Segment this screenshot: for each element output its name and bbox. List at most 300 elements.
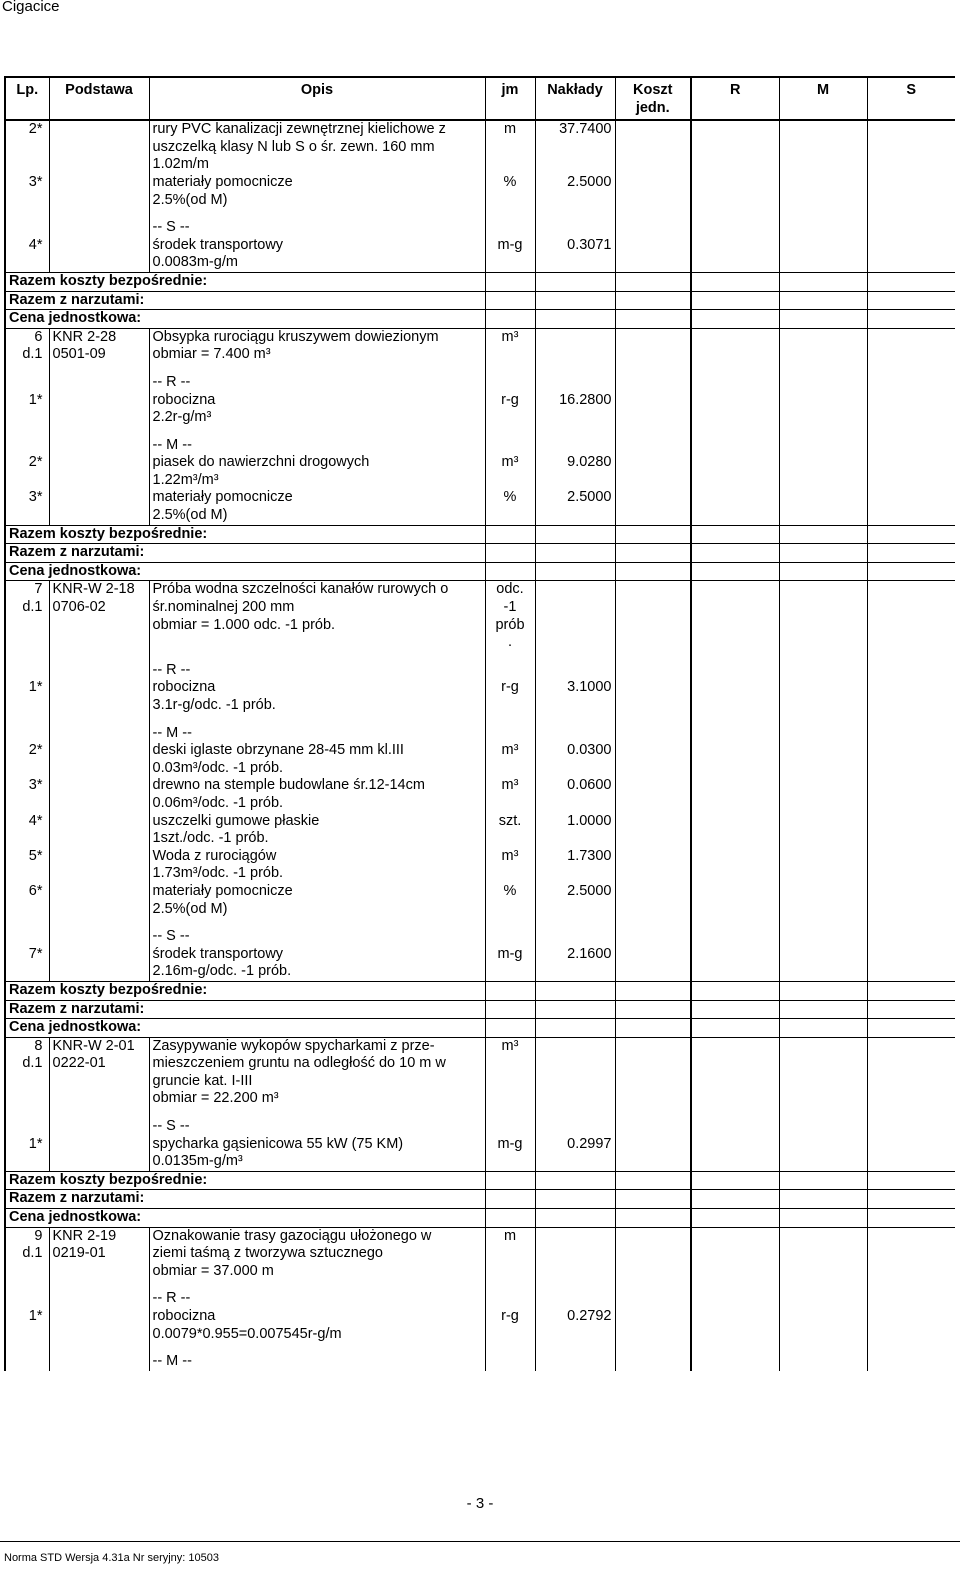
- r-cell: [691, 1019, 779, 1038]
- jm-cell: [485, 652, 535, 662]
- position-number: [5, 328, 49, 364]
- resource-unit-value: m: [503, 121, 517, 138]
- resource-description-line: 2.2r-g/m³: [152, 409, 212, 426]
- r-cell: [691, 981, 779, 1000]
- naklady-cell: [535, 328, 615, 364]
- position-basis-line: 0219-01: [52, 1245, 106, 1262]
- col-header-r: R: [691, 77, 779, 120]
- spacer-row: [5, 652, 955, 662]
- resource-unit: [485, 374, 535, 427]
- position-number: [5, 581, 49, 652]
- resource-unit: [485, 883, 535, 918]
- jm-cell: [485, 1019, 535, 1038]
- summary-label: Razem koszty bezpośrednie:: [5, 1171, 485, 1190]
- col-header-podstawa: Podstawa: [49, 77, 149, 120]
- koszt-cell: [615, 310, 691, 329]
- koszt-cell: [615, 364, 691, 374]
- m-cell: [779, 1227, 867, 1280]
- s-cell: [867, 1280, 955, 1290]
- jm-cell: [485, 981, 535, 1000]
- summary-label: Cena jednostkowa:: [5, 310, 485, 329]
- s-cell: [867, 1037, 955, 1108]
- podstawa-cell: [49, 848, 149, 883]
- col-header-koszt-line1: Koszt: [633, 82, 673, 98]
- jm-cell: [485, 1209, 535, 1228]
- resource-number: [5, 777, 49, 812]
- m-cell: [779, 291, 867, 310]
- resource-quantity-value: 0.0300: [567, 742, 612, 759]
- naklady-cell: [535, 562, 615, 581]
- position-unit-line: .: [507, 634, 513, 651]
- resource-unit-value: %: [503, 173, 517, 190]
- koszt-cell: [615, 525, 691, 544]
- r-cell: [691, 1280, 779, 1290]
- r-cell: [691, 525, 779, 544]
- position-description-line: mieszczeniem gruntu na odległość do 10 m w: [152, 1055, 446, 1072]
- resource-number-value: 4*: [28, 812, 43, 829]
- position-description: [149, 581, 485, 652]
- position-description-line: obmiar = 1.000 odc. -1 prób.: [152, 616, 336, 633]
- koszt-cell: [615, 918, 691, 928]
- resource-unit: [485, 662, 535, 715]
- resource-quantity-value: 16.2800: [559, 391, 612, 408]
- s-cell: [867, 981, 955, 1000]
- resource-description-line: 1.22m³/m³: [152, 471, 219, 488]
- r-cell: [691, 291, 779, 310]
- naklady-cell: [535, 1280, 615, 1290]
- s-cell: [867, 1000, 955, 1019]
- summary-row: [5, 562, 955, 581]
- resource-row: [5, 1290, 955, 1343]
- lp-cell: [5, 427, 49, 437]
- resource-description: [149, 120, 485, 174]
- spacer: [9, 374, 43, 392]
- position-unit: [485, 328, 535, 364]
- summary-row: [5, 1190, 955, 1209]
- resource-number-value: 3*: [28, 777, 43, 794]
- spacer: [489, 374, 532, 392]
- s-cell: [867, 328, 955, 364]
- resource-number: [5, 1290, 49, 1343]
- resource-unit: [485, 813, 535, 848]
- resource-description: [149, 813, 485, 848]
- resource-number-value: 1*: [28, 679, 43, 696]
- resource-quantity: [535, 848, 615, 883]
- m-cell: [779, 725, 867, 778]
- jm-cell: [485, 715, 535, 725]
- podstawa-cell: [49, 725, 149, 778]
- resource-unit: [485, 777, 535, 812]
- summary-label: Razem z narzutami:: [5, 544, 485, 563]
- resource-description-line: -- R --: [152, 1290, 191, 1307]
- r-cell: [691, 715, 779, 725]
- position-number-line: d.1: [22, 599, 43, 616]
- s-cell: [867, 489, 955, 525]
- position-unit-line: m³: [501, 1037, 519, 1054]
- s-cell: [867, 1227, 955, 1280]
- s-cell: [867, 120, 955, 174]
- summary-label: Razem z narzutami:: [5, 291, 485, 310]
- position-description-line: śr.nominalnej 200 mm: [152, 599, 295, 616]
- resource-description-line: 0.0079*0.955=0.007545r-g/m: [152, 1325, 342, 1342]
- position-basis-line: 0706-02: [52, 599, 106, 616]
- s-cell: [867, 562, 955, 581]
- summary-row: [5, 272, 955, 291]
- koszt-cell: [615, 777, 691, 812]
- jm-cell: [485, 291, 535, 310]
- resource-unit-value: r-g: [501, 679, 519, 696]
- summary-row: [5, 1209, 955, 1228]
- r-cell: [691, 777, 779, 812]
- s-cell: [867, 652, 955, 662]
- resource-number-value: 2*: [28, 742, 43, 759]
- m-cell: [779, 328, 867, 364]
- resource-number-value: 1*: [28, 1308, 43, 1324]
- resource-description: [149, 662, 485, 715]
- podstawa-cell: [49, 1108, 149, 1118]
- r-cell: [691, 1108, 779, 1118]
- koszt-cell: [615, 209, 691, 219]
- jm-cell: [485, 918, 535, 928]
- position-basis-line: KNR-W 2-18: [52, 581, 135, 598]
- koszt-cell: [615, 120, 691, 174]
- table-body: [5, 120, 955, 1371]
- koszt-cell: [615, 848, 691, 883]
- spacer-row: [5, 715, 955, 725]
- naklady-cell: [535, 427, 615, 437]
- col-header-koszt: [615, 77, 691, 120]
- spacer: [539, 928, 612, 946]
- resource-description-line: materiały pomocnicze: [152, 882, 293, 899]
- resource-quantity: [535, 928, 615, 981]
- s-cell: [867, 291, 955, 310]
- resource-quantity: [535, 120, 615, 174]
- spacer: [539, 374, 612, 392]
- footer-divider: [0, 1541, 960, 1542]
- spacer-row: [5, 1343, 955, 1353]
- koszt-cell: [615, 981, 691, 1000]
- resource-description: [149, 174, 485, 209]
- koszt-cell: [615, 291, 691, 310]
- spacer-row: [5, 209, 955, 219]
- position-row: [5, 328, 955, 364]
- r-cell: [691, 310, 779, 329]
- spacer: [9, 725, 43, 743]
- spacer: [489, 1118, 532, 1136]
- m-cell: [779, 662, 867, 715]
- resource-description-line: 0.03m³/odc. -1 prób.: [152, 759, 284, 776]
- page-number: - 3 -: [466, 1495, 494, 1512]
- resource-description-line: 3.1r-g/odc. -1 prób.: [152, 697, 276, 713]
- resource-description: [149, 374, 485, 427]
- m-cell: [779, 928, 867, 981]
- col-header-m: M: [779, 77, 867, 120]
- spacer: [539, 219, 612, 237]
- podstawa-cell: [49, 364, 149, 374]
- resource-description-line: 0.06m³/odc. -1 prób.: [152, 794, 284, 811]
- m-cell: [779, 1019, 867, 1038]
- podstawa-cell: [49, 1280, 149, 1290]
- col-header-lp: Lp.: [5, 77, 49, 120]
- position-number: [5, 1037, 49, 1108]
- jm-cell: [485, 1171, 535, 1190]
- jm-cell: [485, 272, 535, 291]
- r-cell: [691, 581, 779, 652]
- m-cell: [779, 437, 867, 490]
- resource-number-value: 4*: [28, 236, 43, 253]
- s-cell: [867, 1290, 955, 1343]
- position-number: [5, 1227, 49, 1280]
- s-cell: [867, 725, 955, 778]
- resource-row: [5, 848, 955, 883]
- naklady-cell: [535, 581, 615, 652]
- resource-description-line: 0.0083m-g/m: [152, 254, 238, 271]
- resource-description-line: środek transportowy: [152, 236, 284, 253]
- resource-number: [5, 813, 49, 848]
- koszt-cell: [615, 544, 691, 563]
- resource-unit: [485, 219, 535, 272]
- podstawa-cell: [49, 174, 149, 209]
- resource-quantity: [535, 437, 615, 490]
- resource-row: [5, 883, 955, 918]
- s-cell: [867, 813, 955, 848]
- s-cell: [867, 1343, 955, 1353]
- koszt-cell: [615, 489, 691, 525]
- position-description-line: Zasypywanie wykopów spycharkami z prze-: [152, 1037, 435, 1054]
- resource-quantity: [535, 174, 615, 209]
- spacer: [489, 219, 532, 237]
- naklady-cell: [535, 1019, 615, 1038]
- koszt-cell: [615, 725, 691, 778]
- spacer: [539, 1118, 612, 1136]
- m-cell: [779, 981, 867, 1000]
- summary-label: Cena jednostkowa:: [5, 1019, 485, 1038]
- jm-cell: [485, 427, 535, 437]
- m-cell: [779, 1353, 867, 1371]
- naklady-cell: [535, 544, 615, 563]
- koszt-cell: [615, 272, 691, 291]
- resource-description: [149, 1118, 485, 1171]
- opis-cell: [149, 427, 485, 437]
- spacer: [539, 437, 612, 455]
- resource-unit-value: %: [503, 882, 517, 899]
- resource-description-line: rury PVC kanalizacji zewnętrznej kielichowe z: [152, 121, 446, 138]
- podstawa-cell: [49, 427, 149, 437]
- position-number-line: 7: [34, 581, 43, 598]
- position-basis-line: KNR-W 2-01: [52, 1037, 135, 1054]
- resource-unit-value: r-g: [501, 391, 519, 408]
- resource-quantity: [535, 1290, 615, 1343]
- resource-description-line: -- S --: [152, 928, 190, 945]
- spacer-row: [5, 1108, 955, 1118]
- r-cell: [691, 1190, 779, 1209]
- resource-row: [5, 374, 955, 427]
- koszt-cell: [615, 1209, 691, 1228]
- resource-quantity-value: 0.2792: [567, 1308, 612, 1324]
- resource-number: [5, 725, 49, 778]
- spacer: [539, 662, 612, 680]
- m-cell: [779, 427, 867, 437]
- resource-number-value: 1*: [28, 1135, 43, 1152]
- s-cell: [867, 525, 955, 544]
- resource-description: [149, 219, 485, 272]
- r-cell: [691, 1000, 779, 1019]
- opis-cell: [149, 715, 485, 725]
- resource-unit-value: m³: [501, 847, 519, 864]
- resource-unit: [485, 1353, 535, 1371]
- summary-label: Razem koszty bezpośrednie:: [5, 525, 485, 544]
- resource-quantity-value: 1.7300: [567, 847, 612, 864]
- opis-cell: [149, 209, 485, 219]
- resource-number: [5, 489, 49, 525]
- resource-description-line: Woda z rurociągów: [152, 847, 277, 864]
- resource-description-line: 2.5%(od M): [152, 900, 228, 917]
- position-unit-line: -1: [503, 599, 517, 616]
- resource-description-line: robocizna: [152, 391, 216, 408]
- r-cell: [691, 1227, 779, 1280]
- resource-description: [149, 928, 485, 981]
- summary-label: Cena jednostkowa:: [5, 1209, 485, 1228]
- resource-number: [5, 662, 49, 715]
- resource-description-line: -- M --: [152, 724, 192, 741]
- m-cell: [779, 1171, 867, 1190]
- resource-quantity-value: 1.0000: [567, 812, 612, 829]
- r-cell: [691, 374, 779, 427]
- opis-cell: [149, 918, 485, 928]
- resource-description-line: 1szt./odc. -1 prób.: [152, 830, 269, 847]
- koszt-cell: [615, 652, 691, 662]
- resource-unit-value: m-g: [497, 945, 523, 962]
- r-cell: [691, 1343, 779, 1353]
- r-cell: [691, 219, 779, 272]
- resource-row: [5, 174, 955, 209]
- resource-row: [5, 813, 955, 848]
- position-unit: [485, 1227, 535, 1280]
- r-cell: [691, 1209, 779, 1228]
- s-cell: [867, 272, 955, 291]
- resource-number-value: 3*: [28, 173, 43, 190]
- resource-unit: [485, 1118, 535, 1171]
- position-basis-line: KNR 2-28: [52, 328, 117, 345]
- resource-description-line: -- R --: [152, 661, 191, 678]
- jm-cell: [485, 525, 535, 544]
- jm-cell: [485, 364, 535, 374]
- spacer: [9, 1290, 43, 1308]
- m-cell: [779, 652, 867, 662]
- resource-quantity: [535, 883, 615, 918]
- position-number-line: 8: [34, 1037, 43, 1054]
- resource-description: [149, 883, 485, 918]
- position-description-line: obmiar = 37.000 m: [152, 1262, 274, 1279]
- position-unit: [485, 581, 535, 652]
- naklady-cell: [535, 1108, 615, 1118]
- naklady-cell: [535, 1343, 615, 1353]
- summary-row: [5, 981, 955, 1000]
- resource-description: [149, 848, 485, 883]
- resource-description-line: -- M --: [152, 436, 192, 453]
- podstawa-cell: [49, 219, 149, 272]
- resource-description-line: 2.5%(od M): [152, 507, 228, 524]
- m-cell: [779, 715, 867, 725]
- m-cell: [779, 272, 867, 291]
- s-cell: [867, 174, 955, 209]
- m-cell: [779, 489, 867, 525]
- s-cell: [867, 364, 955, 374]
- koszt-cell: [615, 715, 691, 725]
- jm-cell: [485, 209, 535, 219]
- m-cell: [779, 525, 867, 544]
- m-cell: [779, 1343, 867, 1353]
- naklady-cell: [535, 1190, 615, 1209]
- resource-description-line: -- M --: [152, 1353, 192, 1370]
- position-number-line: d.1: [22, 346, 43, 363]
- podstawa-cell: [49, 777, 149, 812]
- resource-description-line: -- R --: [152, 373, 191, 390]
- naklady-cell: [535, 525, 615, 544]
- m-cell: [779, 1209, 867, 1228]
- resource-row: [5, 120, 955, 174]
- resource-description-line: piasek do nawierzchni drogowych: [152, 454, 370, 471]
- resource-description-line: spycharka gąsienicowa 55 kW (75 KM): [152, 1135, 404, 1152]
- jm-cell: [485, 1343, 535, 1353]
- s-cell: [867, 777, 955, 812]
- position-basis: [49, 1037, 149, 1108]
- col-header-koszt-line2: jedn.: [635, 99, 670, 116]
- jm-cell: [485, 562, 535, 581]
- koszt-cell: [615, 1343, 691, 1353]
- resource-number-value: 6*: [28, 882, 43, 899]
- s-cell: [867, 918, 955, 928]
- resource-row: [5, 725, 955, 778]
- podstawa-cell: [49, 883, 149, 918]
- resource-quantity: [535, 1353, 615, 1371]
- naklady-cell: [535, 715, 615, 725]
- koszt-cell: [615, 1290, 691, 1343]
- resource-number: [5, 374, 49, 427]
- koszt-cell: [615, 1190, 691, 1209]
- lp-cell: [5, 652, 49, 662]
- summary-label: Razem z narzutami:: [5, 1190, 485, 1209]
- koszt-cell: [615, 1108, 691, 1118]
- podstawa-cell: [49, 1118, 149, 1171]
- resource-number: [5, 928, 49, 981]
- koszt-cell: [615, 1000, 691, 1019]
- resource-description-line: robocizna: [152, 679, 216, 696]
- lp-cell: [5, 1343, 49, 1353]
- podstawa-cell: [49, 489, 149, 525]
- jm-cell: [485, 310, 535, 329]
- resource-quantity: [535, 777, 615, 812]
- summary-row: [5, 310, 955, 329]
- jm-cell: [485, 544, 535, 563]
- opis-cell: [149, 1108, 485, 1118]
- podstawa-cell: [49, 1343, 149, 1353]
- r-cell: [691, 328, 779, 364]
- s-cell: [867, 848, 955, 883]
- m-cell: [779, 918, 867, 928]
- koszt-cell: [615, 1280, 691, 1290]
- resource-unit-value: %: [503, 489, 517, 506]
- naklady-cell: [535, 1209, 615, 1228]
- naklady-cell: [535, 310, 615, 329]
- resource-unit: [485, 848, 535, 883]
- naklady-cell: [535, 1171, 615, 1190]
- koszt-cell: [615, 427, 691, 437]
- koszt-cell: [615, 1019, 691, 1038]
- m-cell: [779, 1118, 867, 1171]
- koszt-cell: [615, 1118, 691, 1171]
- lp-cell: [5, 364, 49, 374]
